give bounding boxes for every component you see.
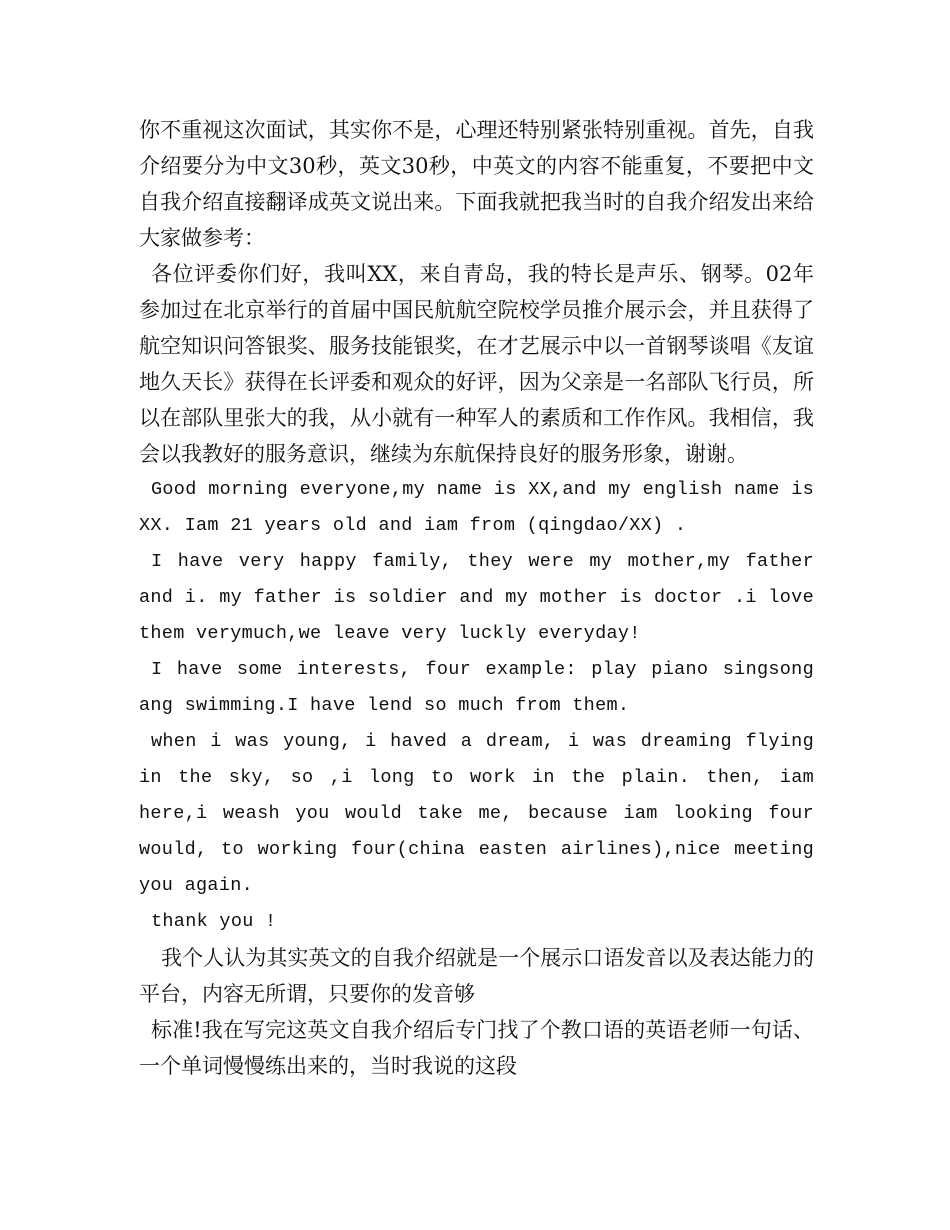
- opinion-paragraph: 我个人认为其实英文的自我介绍就是一个展示口语发音以及表达能力的平台，内容无所谓，只要你的发音够: [139, 946, 814, 1006]
- english-family: I have very happy family, they were my mother,my father and i. my father is soldier and my mother is doctor .i love them verymuch,we leave very luckly everyday!: [139, 551, 814, 644]
- document-body: [139, 112, 814, 1084]
- english-interests: I have some interests, four example: play piano singsong ang swimming.I have lend so much from them.: [139, 659, 814, 716]
- english-dream: when i was young, i haved a dream, i was dreaming flying in the sky, so ,i long to work in the plain. then, iam here,i weash you would take me, because iam looking four would, to working four(china easten airlines),nice meeting you again.: [139, 731, 814, 896]
- practice-paragraph: 标准!我在写完这英文自我介绍后专门找了个教口语的英语老师一句话、一个单词慢慢练出来的，当时我说的这段: [139, 1018, 814, 1078]
- english-greeting: Good morning everyone,my name is XX,and my english name is XX. Iam 21 years old and iam from (qingdao/XX) .: [139, 479, 814, 536]
- english-thanks: thank you !: [151, 911, 277, 932]
- chinese-self-introduction: 各位评委你们好，我叫XX，来自青岛，我的特长是声乐、钢琴。02年参加过在北京举行的首届中国民航航空院校学员推介展示会，并且获得了航空知识问答银奖、服务技能银奖，在才艺展示中以一首钢琴谈唱《友谊地久天长》获得在长评委和观众的好评，因为父亲是一名部队飞行员，所以在部队里张大的我，从小就有一种军人的素质和工作作风。我相信，我会以我教好的服务意识，继续为东航保持良好的服务形象，谢谢。: [139, 262, 814, 466]
- intro-paragraph: 你不重视这次面试，其实你不是，心理还特别紧张特别重视。首先，自我介绍要分为中文30秒，英文30秒，中英文的内容不能重复，不要把中文自我介绍直接翻译成英文说出来。下面我就把我当时的自我介绍发出来给大家做参考：: [139, 118, 814, 250]
